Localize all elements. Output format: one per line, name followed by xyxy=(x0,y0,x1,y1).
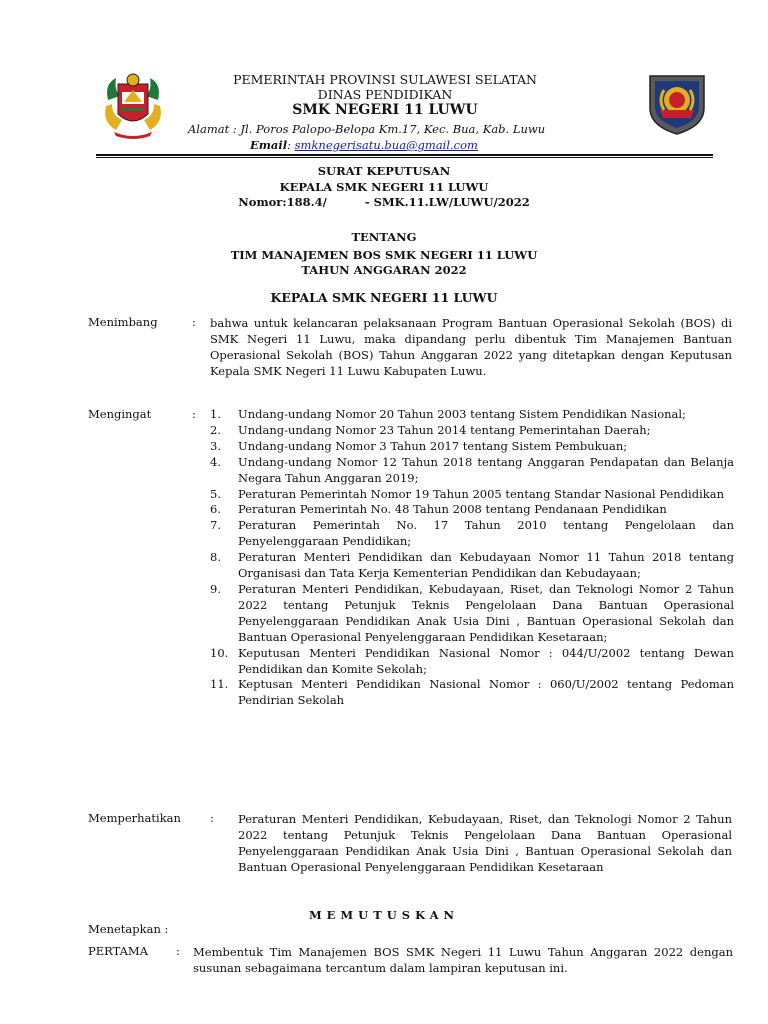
pertama-colon: : xyxy=(176,944,180,958)
list-item-number: 10. xyxy=(210,645,229,660)
memperhatikan-label: Memperhatikan xyxy=(88,811,181,825)
email-link[interactable]: smknegerisatu.bua@gmail.com xyxy=(294,138,478,152)
email-separator: : xyxy=(287,138,291,152)
decision-heading: MEMUTUSKAN xyxy=(308,908,460,922)
doc-number-prefix: Nomor:188.4/ xyxy=(238,195,327,209)
menetapkan-label: Menetapkan : xyxy=(88,922,169,936)
menimbang-colon: : xyxy=(192,315,196,329)
list-item xyxy=(210,582,734,646)
letterhead-address: Alamat : Jl. Poros Palopo-Belopa Km.17, Kec. Bua, Kab. Luwu xyxy=(188,122,546,136)
list-item-text: Peraturan Menteri Pendidikan, Kebudayaan, Riset, dan Teknologi Nomor 2 Tahun 2022 tentang Petunjuk Teknis Pengelolaan Dana Bantuan Operasional Penyelenggaraan Pendidikan Anak Usia Dini , Bantuan Operasional Sekolah dan Bantuan Operasional Penyelenggaraan Pendidikan Kesetaraan; xyxy=(238,581,734,644)
list-item xyxy=(210,518,734,550)
list-item-text: Peraturan Pemerintah Nomor 19 Tahun 2005 tentang Standar Nasional Pendidikan xyxy=(238,486,724,501)
doc-title: SURAT KEPUTUSAN xyxy=(317,164,451,178)
pertama-text: Membentuk Tim Manajemen BOS SMK Negeri 11 Luwu Tahun Anggaran 2022 dengan susunan sebagaimana tercantum dalam lampiran keputusan ini. xyxy=(193,945,733,975)
list-item-number: 3. xyxy=(210,438,221,453)
doc-subject-line2: TAHUN ANGGARAN 2022 xyxy=(301,263,467,277)
list-item-text: Keptusan Menteri Pendidikan Nasional Nomor : 060/U/2002 tentang Pedoman Pendirian Sekolah xyxy=(238,677,734,708)
list-item-number: 9. xyxy=(210,581,221,596)
list-item-text: Peraturan Menteri Pendidikan dan Kebudayaan Nomor 11 Tahun 2018 tentang Organisasi dan Tata Kerja Kementerian Pendidikan dan Kebudayaan; xyxy=(238,550,734,581)
memperhatikan-colon: : xyxy=(210,811,214,825)
mengingat-colon: : xyxy=(192,407,196,421)
list-item xyxy=(210,487,734,503)
letterhead-divider-thin xyxy=(96,157,713,158)
list-item-text: Undang-undang Nomor 12 Tahun 2018 tentang Anggaran Pendapatan dan Belanja Negara Tahun Anggaran 2019; xyxy=(238,454,734,485)
list-item-number: 6. xyxy=(210,502,221,517)
list-item xyxy=(210,439,734,455)
doc-number-suffix: - SMK.11.LW/LUWU/2022 xyxy=(364,195,530,209)
list-item xyxy=(210,423,734,439)
list-item-number: 5. xyxy=(210,486,221,501)
list-item-text: Undang-undang Nomor 3 Tahun 2017 tentang Sistem Pembukuan; xyxy=(238,438,628,453)
list-item-number: 11. xyxy=(210,677,229,692)
pertama-label: PERTAMA xyxy=(88,944,149,958)
list-item-text: Peraturan Pemerintah No. 17 Tahun 2010 tentang Pengelolaan dan Penyelenggaraan Pendidikan; xyxy=(238,518,734,549)
menimbang-label: Menimbang xyxy=(88,315,158,329)
list-item xyxy=(210,550,734,582)
mengingat-list xyxy=(210,407,734,709)
menimbang-text: bahwa untuk kelancaran pelaksanaan Program Bantuan Operasional Sekolah (BOS) di SMK Negeri 11 Luwu, maka dipandang perlu dibentuk Tim Manajemen Bantuan Operasional Sekolah (BOS) Tahun Anggaran 2022 yang ditetapkan dengan Keputusan Kepala SMK Negeri 11 Luwu Kabupaten Luwu. xyxy=(210,316,732,378)
list-item-number: 1. xyxy=(210,407,221,421)
mengingat-label: Mengingat xyxy=(88,407,152,421)
memperhatikan-text: Peraturan Menteri Pendidikan, Kebudayaan, Riset, dan Teknologi Nomor 2 Tahun 2022 tentang Petunjuk Teknis Pengelolaan Dana Bantuan Operasional Penyelenggaraan Pendidikan Anak Usia Dini , Bantuan Operasional Sekolah dan Bantuan Operasional Penyelenggaraan Pendidikan Kesetaraan xyxy=(238,812,732,874)
list-item-number: 2. xyxy=(210,422,221,437)
doc-number xyxy=(0,195,768,209)
list-item-number: 8. xyxy=(210,550,221,565)
province-emblem-icon xyxy=(100,70,166,140)
list-item-text: Keputusan Menteri Pendidikan Nasional Nomor : 044/U/2002 tentang Dewan Pendidikan dan Komite Sekolah; xyxy=(238,645,734,676)
doc-authority: KEPALA SMK NEGERI 11 LUWU xyxy=(270,290,498,305)
doc-subject-line1: TIM MANAJEMEN BOS SMK NEGERI 11 LUWU xyxy=(230,248,538,262)
letterhead-divider xyxy=(96,154,713,156)
letterhead-email xyxy=(250,138,478,152)
list-item xyxy=(210,502,734,518)
regency-shield-icon xyxy=(646,70,708,136)
list-item-number: 4. xyxy=(210,454,221,469)
letterhead-province: PEMERINTAH PROVINSI SULAWESI SELATAN xyxy=(233,72,537,87)
letterhead-school: SMK NEGERI 11 LUWU xyxy=(292,102,478,118)
list-item-number: 7. xyxy=(210,518,221,533)
letterhead-department: DINAS PENDIDIKAN xyxy=(317,87,453,102)
list-item-text: Peraturan Pemerintah No. 48 Tahun 2008 tentang Pendanaan Pendidikan xyxy=(238,502,667,517)
doc-issuer: KEPALA SMK NEGERI 11 LUWU xyxy=(279,180,489,194)
email-label: Email xyxy=(250,138,288,152)
doc-about: TENTANG xyxy=(351,230,417,244)
list-item-text: Undang-undang Nomor 23 Tahun 2014 tentang Pemerintahan Daerah; xyxy=(238,422,651,437)
list-item xyxy=(210,407,734,423)
list-item xyxy=(210,646,734,678)
list-item-text: Undang-undang Nomor 20 Tahun 2003 tentang Sistem Pendidikan Nasional; xyxy=(238,407,686,421)
list-item xyxy=(210,677,734,709)
list-item xyxy=(210,455,734,487)
